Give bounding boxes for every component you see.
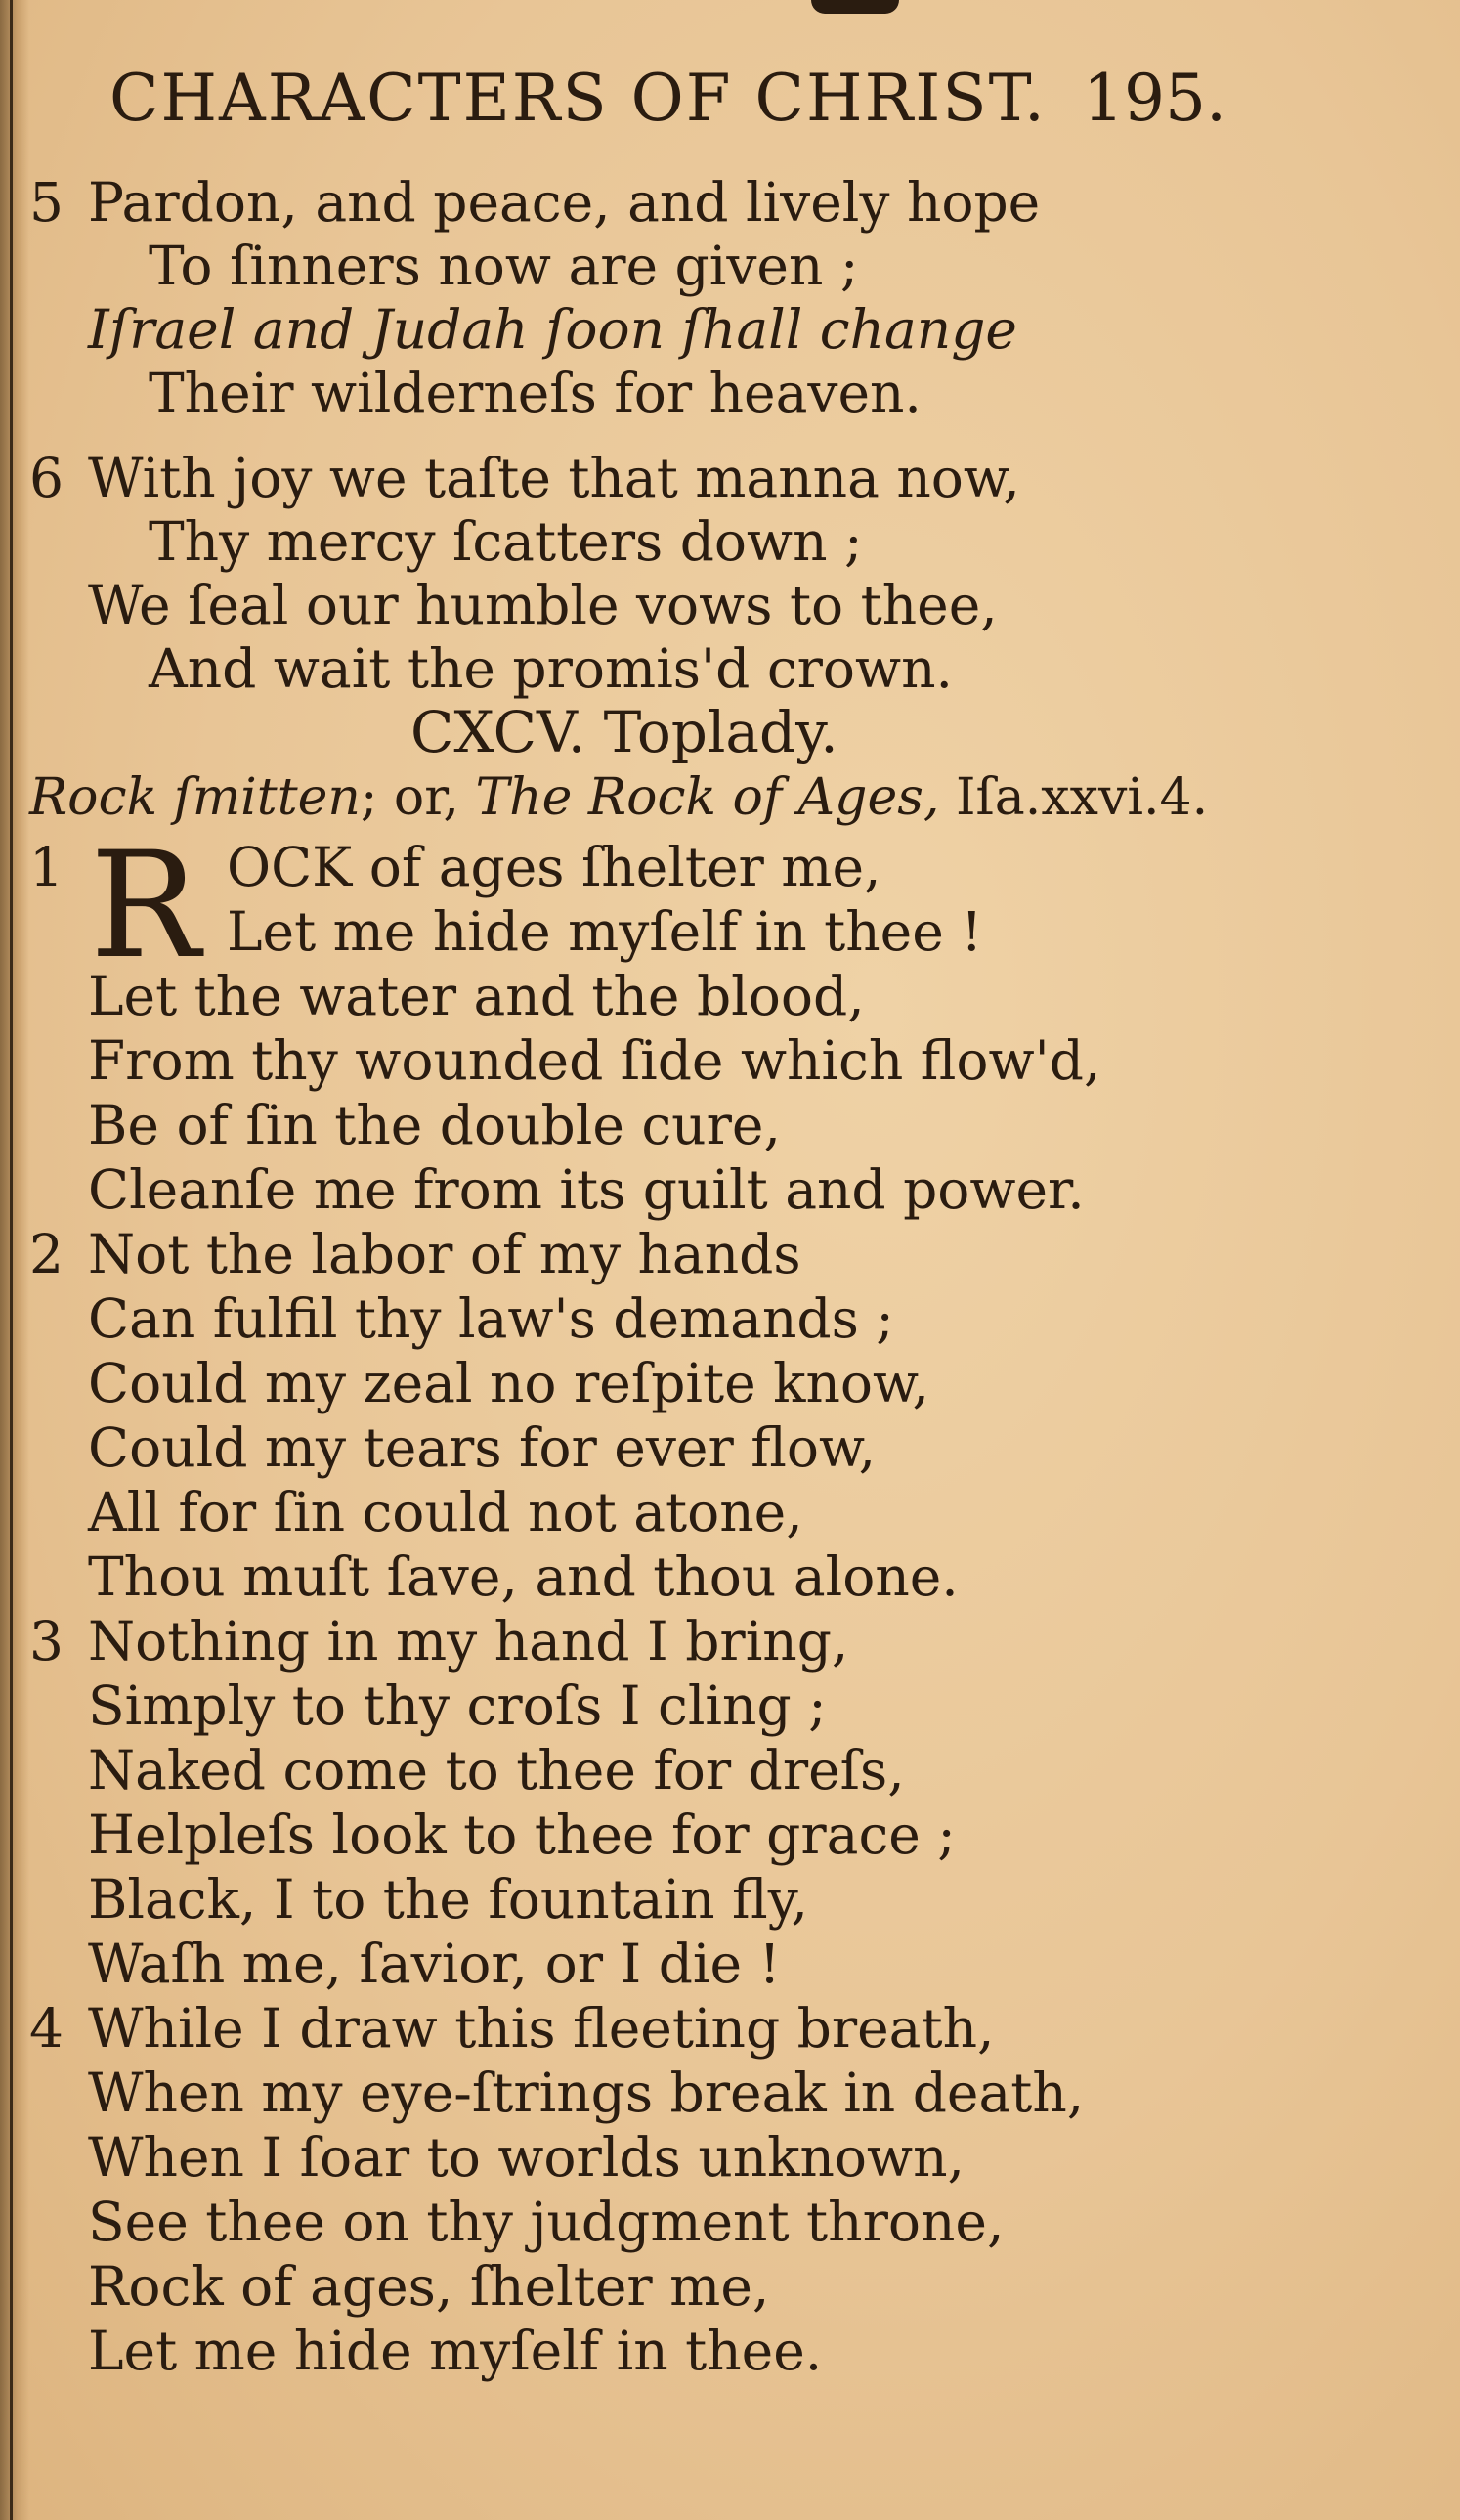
verse-line: Thou muſt ſave, and thou alone.: [88, 1545, 959, 1608]
verse-line: Can fulfil thy law's demands ;: [88, 1287, 894, 1350]
verse-line: And wait the promis'd crown.: [149, 637, 954, 700]
verse-line: While I draw this fleeting breath,: [88, 1997, 995, 2060]
hymn-number-author: CXCV. Toplady.: [410, 699, 838, 765]
verse-line: Iſrael and Judah ſoon ſhall change: [88, 298, 1017, 361]
verse-line: All for ſin could not atone,: [88, 1481, 803, 1543]
verse-line: When my eye-ſtrings break in death,: [88, 2062, 1085, 2124]
verse-line: Let the water and the blood,: [88, 965, 865, 1027]
verse-line: Rock of ages, ſhelter me,: [88, 2255, 770, 2318]
verse-line: Waſh me, ſavior, or I die !: [88, 1933, 781, 1995]
stanza-number: 2: [29, 1223, 64, 1285]
hymn-title-part: The Rock of Ages,: [475, 768, 940, 827]
verse-line: Let me hide myſelf in thee !: [227, 900, 983, 963]
page-number: 195.: [1083, 61, 1226, 136]
verse-line: Could my zeal no reſpite know,: [88, 1352, 930, 1414]
verse-line: Helpleſs look to thee for grace ;: [88, 1803, 956, 1866]
verse-line: Naked come to thee for dreſs,: [88, 1739, 905, 1802]
verse-line: Let me hide myſelf in thee.: [88, 2320, 823, 2382]
stanza-number: 1: [29, 836, 64, 898]
stanza-number: 3: [29, 1610, 64, 1673]
scripture-reference: Iſa.xxvi.4.: [939, 768, 1209, 827]
verse-line: Not the labor of my hands: [88, 1223, 801, 1285]
verse-line: Simply to thy croſs I cling ;: [88, 1674, 827, 1737]
hymn-title: [29, 768, 1209, 827]
verse-line: Pardon, and peace, and lively hope: [88, 171, 1041, 234]
verse-line: See thee on thy judgment throne,: [88, 2191, 1005, 2253]
stanza-number: 6: [29, 447, 64, 509]
verse-line: Could my tears for ever flow,: [88, 1416, 877, 1479]
verse-line: When I ſoar to worlds unknown,: [88, 2126, 966, 2189]
verse-line: Cleanſe me from its guilt and power.: [88, 1158, 1085, 1221]
verse-line: With joy we taſte that manna now,: [88, 447, 1020, 509]
verse-line: OCK of ages ſhelter me,: [227, 836, 881, 898]
verse-line: Their wilderneſs for heaven.: [149, 362, 922, 424]
hymn-title-separator: ; or,: [360, 768, 476, 827]
verse-line: Be of ſin the double cure,: [88, 1094, 781, 1156]
verse-line: Black, I to the fountain fly,: [88, 1868, 808, 1931]
verse-line: From thy wounded ſide which flow'd,: [88, 1029, 1101, 1092]
binding-edge: [10, 0, 13, 2520]
verse-line: To ſinners now are given ;: [149, 235, 859, 297]
verse-line: We ſeal our humble vows to thee,: [88, 574, 998, 636]
verse-line: Thy mercy ſcatters down ;: [149, 510, 863, 573]
running-head: CHARACTERS OF CHRIST.: [109, 61, 1047, 136]
verse-line: Nothing in my hand I bring,: [88, 1610, 849, 1673]
drop-cap: R: [90, 821, 200, 991]
stanza-number: 5: [29, 171, 64, 234]
ink-blot: [811, 0, 899, 14]
page-gutter: [0, 0, 29, 2520]
hymn-title-part: Rock ſmitten: [29, 768, 361, 827]
stanza-number: 4: [29, 1997, 64, 2060]
